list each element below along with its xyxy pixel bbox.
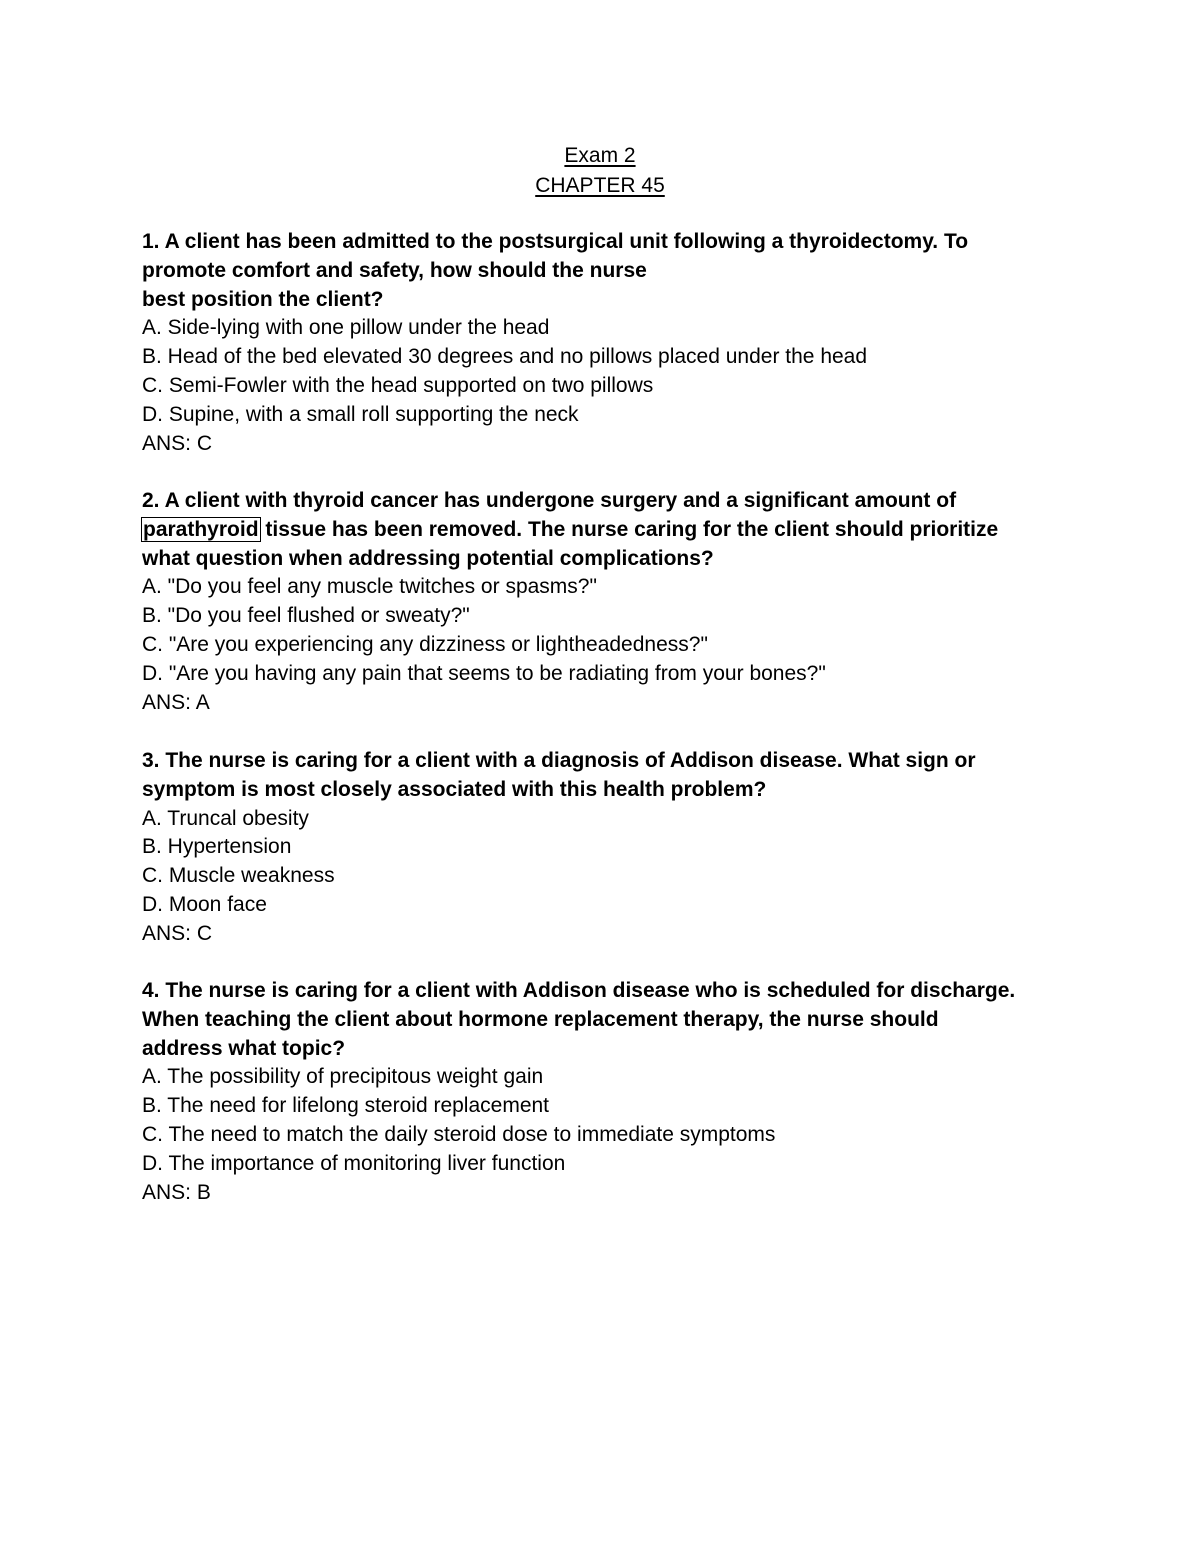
stem-line: 3. The nurse is caring for a client with a diagnosis of Addison disease. What sign or: [142, 749, 976, 772]
option-d: D. The importance of monitoring liver function: [142, 1151, 566, 1175]
option-d: D. Moon face: [142, 892, 267, 916]
stem-line: [142, 516, 1022, 545]
option-a: A. Truncal obesity: [142, 806, 309, 830]
stem-line: When teaching the client about hormone replacement therapy, the nurse should: [142, 1007, 939, 1031]
stem-line: what question when addressing potential complications?: [142, 546, 714, 570]
question-2: [142, 487, 1022, 717]
stem-line: address what topic?: [142, 1036, 346, 1060]
option-a: A. The possibility of precipitous weight gain: [142, 1065, 544, 1089]
question-stem: [142, 977, 1022, 1063]
answer: ANS: C: [142, 431, 213, 455]
option-c: C. "Are you experiencing any dizziness or lightheadedness?": [142, 632, 708, 656]
question-stem: [142, 747, 1022, 805]
answer: ANS: C: [142, 921, 213, 945]
stem-line: 2. A client with thyroid cancer has undergone surgery and a significant amount of: [142, 489, 957, 512]
stem-line: symptom is most closely associated with this health problem?: [142, 777, 767, 801]
question-stem: [142, 228, 1022, 314]
option-c: C. The need to match the daily steroid dose to immediate symptoms: [142, 1122, 776, 1146]
stem-line-rest: tissue has been removed. The nurse caring for the client should prioritize: [259, 517, 999, 541]
stem-line: 1. A client has been admitted to the postsurgical unit following a thyroidectomy. To: [142, 230, 969, 253]
question-3: [142, 747, 1022, 949]
option-b: B. Hypertension: [142, 835, 292, 859]
option-a: A. "Do you feel any muscle twitches or spasms?": [142, 575, 597, 599]
option-d: D. Supine, with a small roll supporting the neck: [142, 402, 579, 426]
option-b: B. The need for lifelong steroid replacement: [142, 1094, 550, 1118]
option-b: B. "Do you feel flushed or sweaty?": [142, 604, 470, 628]
question-4: [142, 977, 1022, 1207]
answer: ANS: B: [142, 1180, 211, 1204]
option-a: A. Side-lying with one pillow under the head: [142, 316, 550, 340]
option-b: B. Head of the bed elevated 30 degrees and no pillows placed under the head: [142, 345, 868, 369]
stem-line: 4. The nurse is caring for a client with Addison disease who is scheduled for discharge.: [142, 979, 1016, 1002]
question-stem: [142, 487, 1022, 573]
option-c: C. Muscle weakness: [142, 864, 335, 888]
answer: ANS: A: [142, 690, 210, 714]
boxed-word-parathyroid: parathyroid: [143, 517, 259, 541]
question-1: [142, 228, 1022, 458]
title-block: [0, 141, 1200, 201]
chapter-title: CHAPTER 45: [535, 174, 665, 197]
option-c: C. Semi-Fowler with the head supported on two pillows: [142, 373, 654, 397]
stem-line: promote comfort and safety, how should the nurse: [142, 258, 647, 282]
exam-title: Exam 2: [564, 144, 636, 167]
option-d: D. "Are you having any pain that seems to be radiating from your bones?": [142, 661, 826, 685]
stem-line: best position the client?: [142, 287, 384, 311]
